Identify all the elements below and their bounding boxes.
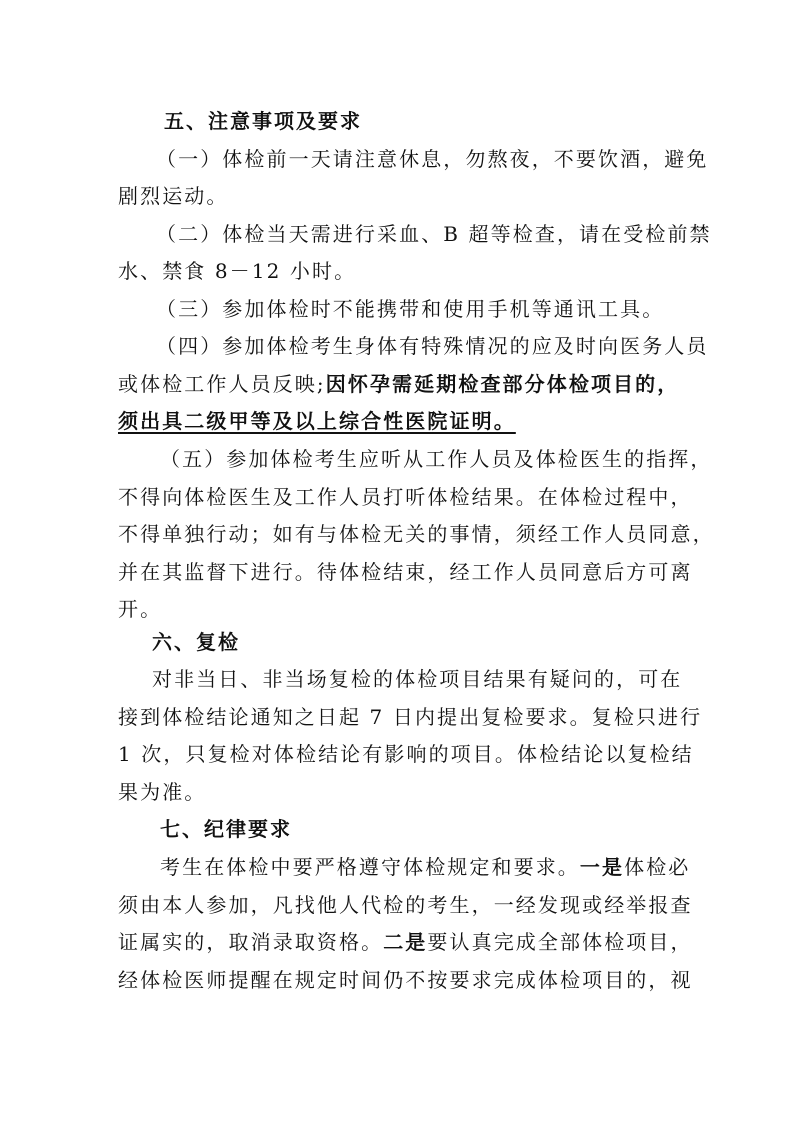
s6-line4: 果为准。 (118, 780, 207, 804)
s7-line3-c: 要认真完成全部体检项目， (427, 930, 693, 954)
s7-line2: 须由本人参加，凡找他人代检的考生，一经发现或经举报查 (118, 893, 693, 917)
s6-line1: 对非当日、非当场复检的体检项目结果有疑问的，可在 (152, 667, 683, 691)
s5-item4-line3-bold: 须出具二级甲等及以上综合性医院证明。 (118, 409, 516, 433)
s5-item5-line5: 开。 (118, 597, 163, 621)
s5-item4-line1: （四）参加体检考生身体有特殊情况的应及时向医务人员 (156, 334, 709, 358)
s7-line1-c: 体检必 (624, 855, 691, 879)
s5-item1-line2: 剧烈运动。 (118, 184, 229, 208)
s7-line3-bold: 二是 (383, 930, 428, 954)
s5-item4-line2 (118, 366, 679, 402)
s5-item4-line2-bold: 因怀孕需延期检查部分体检项目的， (325, 372, 680, 396)
s5-item2-line2: 水、禁食 8－12 小时。 (118, 259, 357, 283)
s7-line3-a: 证属实的，取消录取资格。 (118, 930, 384, 954)
s7-line1 (160, 849, 690, 885)
s5-item1-line1: （一）体检前一天请注意休息，勿熬夜，不要饮酒，避免 (156, 147, 709, 171)
s5-item5-line4: 并在其监督下进行。待体检结束，经工作人员同意后方可离 (118, 560, 693, 584)
s7-line3 (118, 924, 693, 960)
section-heading-5: 五、注意事项及要求 (164, 109, 362, 133)
section-heading-6: 六、复检 (152, 630, 240, 654)
s5-item5-line1: （五）参加体检考生应听从工作人员及体检医生的指挥， (160, 447, 713, 471)
s5-item2-line1: （二）体检当天需进行采血、B 超等检查，请在受检前禁 (156, 222, 712, 246)
s6-line2: 接到体检结论通知之日起 7 日内提出复检要求。复检只进行 (118, 705, 703, 729)
s7-line1-a: 考生在体检中要严格遵守体检规定和要求。 (160, 855, 580, 879)
s5-item4-line2-normal: 或体检工作人员反映; (118, 372, 326, 396)
s6-line3: 1 次，只复检对体检结论有影响的项目。体检结论以复检结 (118, 742, 694, 766)
section-heading-7: 七、纪律要求 (160, 817, 292, 841)
s5-item3-line1: （三）参加体检时不能携带和使用手机等通讯工具。 (156, 297, 665, 321)
s7-line4: 经体检医师提醒在规定时间仍不按要求完成体检项目的，视 (118, 968, 693, 992)
s5-item5-line3: 不得单独行动；如有与体检无关的事情，须经工作人员同意， (118, 522, 715, 546)
s7-line1-bold: 一是 (579, 855, 625, 879)
s5-item5-line2: 不得向体检医生及工作人员打听体检结果。在体检过程中， (118, 485, 693, 509)
